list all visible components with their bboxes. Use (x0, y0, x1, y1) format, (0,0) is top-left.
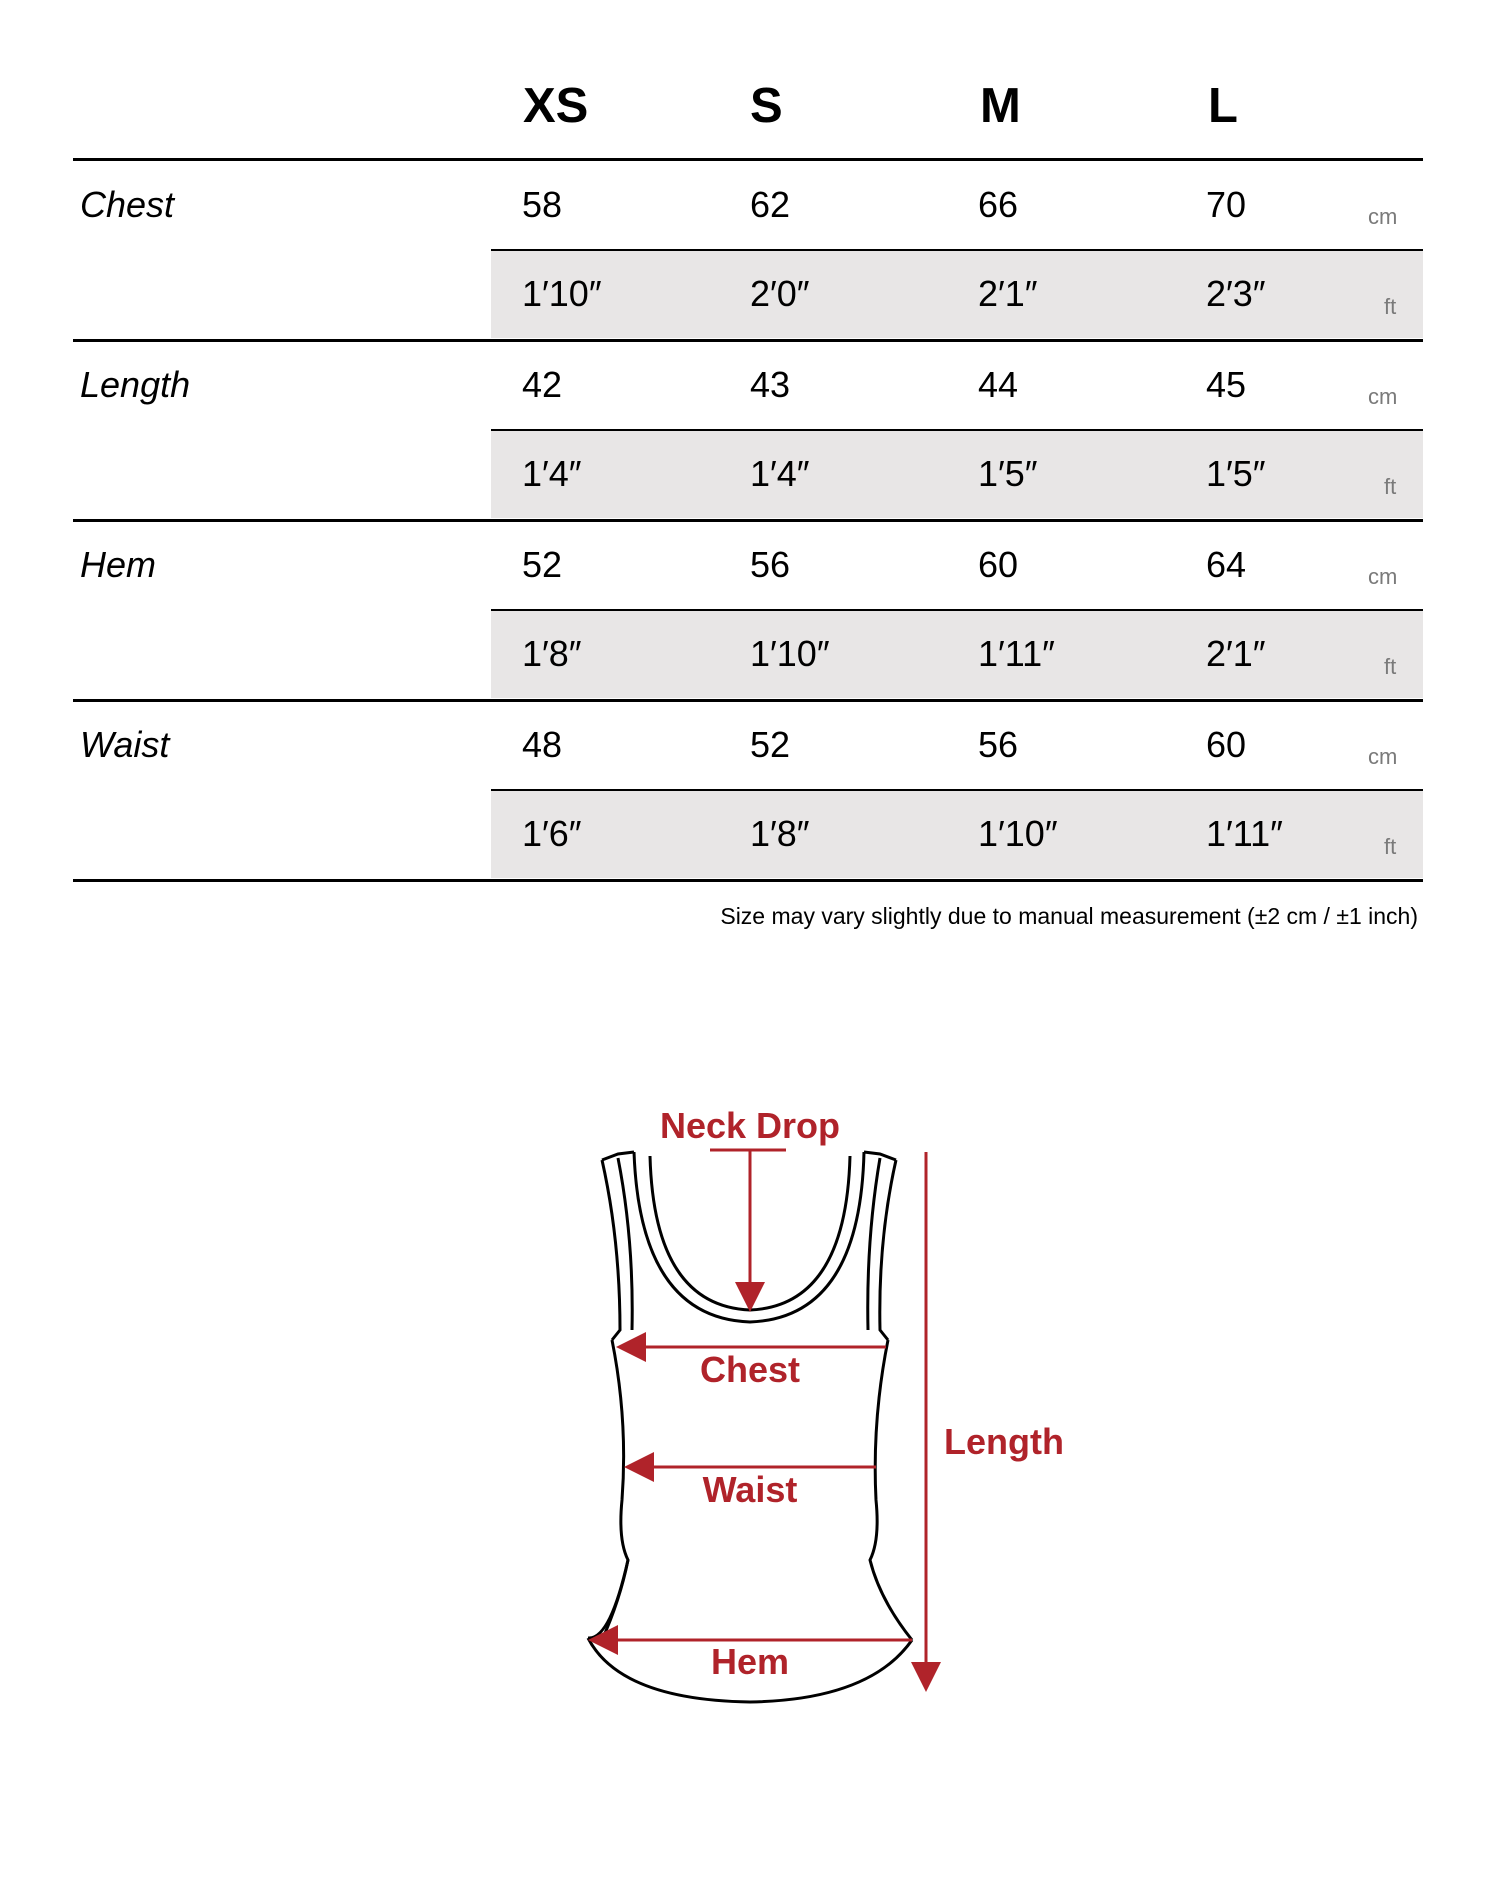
left-side (588, 1340, 628, 1640)
cell-cm: 48 (522, 724, 563, 765)
left-strap-inner (618, 1158, 632, 1330)
neckline-inner (650, 1156, 850, 1310)
hem-label: Hem (710, 1641, 790, 1682)
size-header-m: M (980, 79, 1021, 133)
table-rule (73, 879, 1423, 882)
ft-band-length (491, 430, 1423, 518)
cell-ft: 2′3″ (1206, 273, 1266, 314)
right-strap-inner (868, 1158, 880, 1330)
cell-cm: 44 (978, 364, 1019, 405)
table-rule (73, 699, 1423, 702)
table-rule (73, 339, 1423, 342)
cell-cm: 66 (978, 184, 1019, 225)
ft-band-chest (491, 250, 1423, 338)
left-hip (588, 1560, 628, 1638)
cell-cm: 45 (1206, 364, 1247, 405)
table-rule (73, 158, 1423, 161)
cell-cm: 42 (522, 364, 563, 405)
ft-band-hem (491, 610, 1423, 698)
row-label-waist: Waist (80, 724, 170, 765)
cell-ft: 1′10″ (522, 273, 602, 314)
cell-cm: 52 (522, 544, 563, 585)
cell-ft: 2′0″ (750, 273, 810, 314)
row-label-hem: Hem (80, 544, 157, 585)
ft-band-waist (491, 790, 1423, 878)
cell-cm: 58 (522, 184, 563, 225)
cell-cm: 64 (1206, 544, 1247, 585)
cell-ft: 2′1″ (1206, 633, 1266, 674)
cell-cm: 56 (750, 544, 791, 585)
cell-ft: 1′8″ (750, 813, 810, 854)
cell-ft: 1′5″ (1206, 453, 1266, 494)
cell-ft: 1′11″ (978, 633, 1055, 674)
size-header-s: S (750, 79, 783, 133)
left-strap-outer (602, 1160, 620, 1340)
unit-ft: ft (1384, 834, 1397, 859)
cell-cm: 43 (750, 364, 791, 405)
chest-label: Chest (699, 1349, 801, 1390)
cell-ft: 1′10″ (750, 633, 830, 674)
table-rule (491, 609, 1423, 611)
unit-cm: cm (1368, 564, 1398, 589)
unit-cm: cm (1368, 384, 1398, 409)
unit-ft: ft (1384, 294, 1397, 319)
cell-ft: 1′6″ (522, 813, 582, 854)
unit-cm: cm (1368, 744, 1398, 769)
cell-ft: 1′4″ (750, 453, 810, 494)
unit-ft: ft (1384, 654, 1397, 679)
cell-ft: 1′5″ (978, 453, 1038, 494)
unit-ft: ft (1384, 474, 1397, 499)
cell-ft: 1′4″ (522, 453, 582, 494)
cell-ft: 1′10″ (978, 813, 1058, 854)
measurement-note: Size may vary slightly due to manual measurement (±2 cm / ±1 inch) (720, 903, 1418, 929)
size-header-xs: XS (523, 79, 589, 133)
table-rule (491, 429, 1423, 431)
cell-ft: 2′1″ (978, 273, 1038, 314)
cell-cm: 60 (1206, 724, 1247, 765)
row-label-chest: Chest (80, 184, 175, 225)
table-rule (491, 249, 1423, 251)
cell-cm: 70 (1206, 184, 1247, 225)
length-label: Length (944, 1421, 1064, 1462)
right-strap-outer (880, 1160, 896, 1340)
right-side (870, 1340, 912, 1640)
cell-cm: 60 (978, 544, 1019, 585)
size-header-l: L (1208, 79, 1238, 133)
cell-cm: 56 (978, 724, 1019, 765)
cell-ft: 1′11″ (1206, 813, 1283, 854)
cell-cm: 52 (750, 724, 791, 765)
neckline-outer (634, 1152, 864, 1322)
unit-cm: cm (1368, 204, 1398, 229)
table-rule (491, 789, 1423, 791)
waist-label: Waist (702, 1469, 798, 1510)
hem-curve (588, 1638, 912, 1702)
table-rule (73, 519, 1423, 522)
cell-ft: 1′8″ (522, 633, 582, 674)
neck-drop-label: Neck Drop (659, 1105, 841, 1146)
cell-cm: 62 (750, 184, 791, 225)
row-label-length: Length (80, 364, 191, 405)
